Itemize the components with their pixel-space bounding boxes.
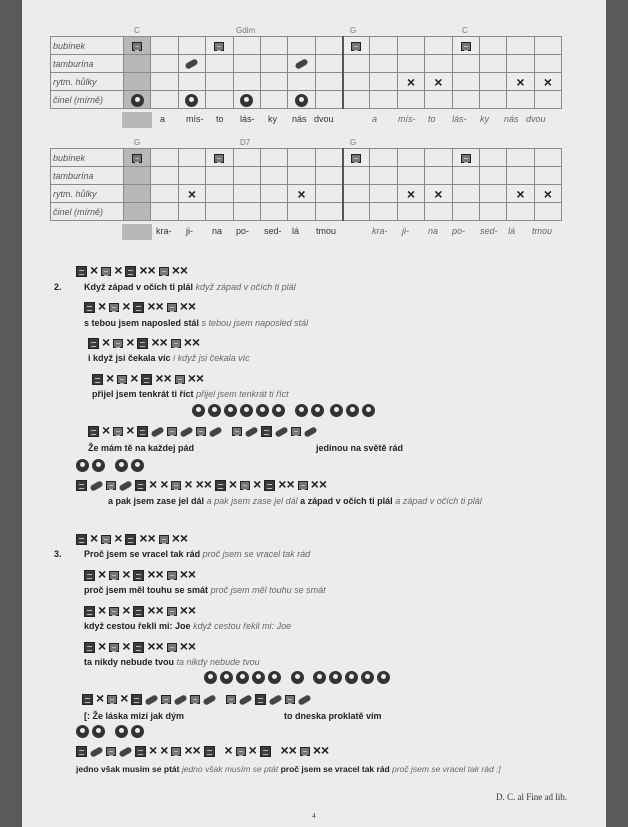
drum-icon — [106, 481, 116, 490]
drum-icon — [232, 427, 242, 436]
sticks-x-icon: × — [90, 530, 99, 546]
chord-label: C — [134, 26, 140, 35]
chord-label: G — [134, 138, 141, 147]
cymbal-icon — [345, 671, 358, 684]
rhythm-line — [84, 638, 199, 654]
cymbal-icon — [92, 459, 105, 472]
rhythm-line — [84, 602, 199, 618]
tambourine-icon — [118, 746, 132, 758]
sticks-x-icon: × — [160, 476, 169, 492]
cymbal-icon — [268, 671, 281, 684]
cymbal-icon — [361, 671, 374, 684]
cymbal-icon — [76, 725, 89, 738]
syllables-row-italic: kra- ji- na po- sed- lá tmou — [372, 226, 553, 236]
tambourine-icon — [294, 58, 308, 70]
cymbal-icon — [185, 94, 198, 107]
cymbal-icon — [252, 671, 265, 684]
cymbal-icon — [224, 404, 237, 417]
sticks-x-icon: × — [248, 742, 257, 758]
sticks-x-icon: × — [228, 476, 238, 492]
rhythm-line — [76, 262, 191, 278]
chord-label: G — [350, 26, 357, 35]
drum-icon — [109, 643, 119, 652]
sticks-x-icon: ×× — [278, 476, 295, 492]
gray-cell — [122, 112, 152, 128]
drum-icon — [101, 535, 111, 544]
tambourine-icon — [89, 480, 103, 492]
drum-icon — [133, 642, 144, 653]
instrument-label: tamburína — [51, 55, 124, 73]
cymbal-icon — [115, 725, 128, 738]
sticks-x-icon: × — [187, 185, 197, 202]
drum-icon — [300, 747, 310, 756]
instrument-label: tamburína — [51, 167, 124, 185]
tambourine-icon — [180, 426, 194, 438]
drum-icon — [92, 374, 103, 385]
sticks-x-icon: ×× — [147, 602, 164, 618]
cymbal-icon — [346, 404, 359, 417]
sticks-x-icon: × — [122, 566, 131, 582]
tambourine-icon — [203, 694, 217, 706]
rhythm-line — [88, 422, 320, 438]
chord-label: D7 — [240, 138, 251, 147]
rhythm-line — [84, 566, 199, 582]
cymbal-icon — [330, 404, 343, 417]
drum-icon — [171, 481, 181, 490]
lyric-line: jedno však musím se ptát jedno však musím se ptát proč jsem se vracel tak rád proč jsem se vracel tak rád :] — [76, 764, 501, 774]
cymbal-icon — [256, 404, 269, 417]
drum-icon — [101, 267, 111, 276]
cymbal-icon — [220, 671, 233, 684]
page-number: 4 — [312, 812, 316, 820]
drum-icon — [109, 303, 119, 312]
tambourine-icon — [238, 694, 252, 706]
sticks-x-icon: × — [224, 742, 233, 758]
cymbal-icon — [131, 459, 144, 472]
drum-icon — [167, 571, 177, 580]
drum-icon — [285, 695, 295, 704]
drum-icon — [190, 695, 200, 704]
drum-icon — [167, 607, 177, 616]
instrument-label: činel (mírně) — [51, 91, 124, 109]
drum-icon — [204, 746, 215, 757]
sticks-x-icon: × — [98, 298, 107, 314]
drum-icon — [107, 695, 117, 704]
drum-icon — [131, 694, 142, 705]
lyric-line: proč jsem měl touhu se smát proč jsem měl touhu se smát — [84, 585, 326, 595]
drum-icon — [255, 694, 266, 705]
tambourine-icon — [297, 694, 311, 706]
sticks-x-icon: × — [90, 262, 99, 278]
sticks-x-icon: × — [126, 334, 135, 350]
drum-icon — [167, 427, 177, 436]
cymbal-icon — [311, 404, 324, 417]
sticks-x-icon: ×× — [179, 602, 197, 618]
cymbal-icon — [192, 404, 205, 417]
sticks-x-icon: × — [98, 638, 107, 654]
chord-label: G — [350, 138, 357, 147]
tambourine-icon — [209, 426, 223, 438]
sticks-x-icon: × — [114, 262, 123, 278]
sticks-x-icon: ×× — [195, 476, 212, 492]
sticks-x-icon: × — [149, 742, 158, 758]
tambourine-icon — [274, 426, 288, 438]
drum-icon — [106, 747, 116, 756]
sticks-x-icon: × — [102, 334, 111, 350]
drum-icon — [161, 695, 171, 704]
sticks-x-icon: ×× — [312, 742, 330, 758]
lyric-line: [: Že láska mizí jak dým — [84, 711, 185, 721]
sticks-x-icon: × — [114, 530, 123, 546]
cymbal-icon — [295, 404, 308, 417]
drum-icon — [109, 607, 119, 616]
drum-icon — [137, 426, 148, 437]
rhythm-table-1 — [50, 36, 562, 109]
cymbal-line — [192, 403, 378, 417]
lyric-line: jedinou na světě rád — [316, 443, 404, 453]
sticks-x-icon: × — [106, 370, 115, 386]
sticks-x-icon: × — [122, 298, 131, 314]
drum-icon — [84, 570, 95, 581]
rhythm-line — [76, 742, 332, 758]
lyric-line: a pak jsem zase jel dál a pak jsem zase jel dál a západ v očích ti plál a západ v očích ti plál — [108, 496, 482, 506]
instrument-label: rytm. hůlky — [51, 73, 124, 91]
cymbal-icon — [204, 671, 217, 684]
drum-icon — [82, 694, 93, 705]
sticks-x-icon: × — [406, 185, 416, 202]
rhythm-line — [84, 298, 199, 314]
sticks-x-icon: × — [102, 422, 111, 438]
cymbal-line — [76, 458, 147, 472]
sticks-x-icon: ×× — [179, 298, 197, 314]
drum-icon — [159, 267, 169, 276]
drum-icon — [167, 643, 177, 652]
tambourine-icon — [151, 426, 165, 438]
drum-icon — [76, 266, 87, 277]
rhythm-line — [76, 530, 191, 546]
tambourine-icon — [174, 694, 188, 706]
drum-icon — [132, 154, 142, 163]
sticks-x-icon: × — [98, 566, 107, 582]
cymbal-icon — [362, 404, 375, 417]
sticks-x-icon: ×× — [310, 476, 328, 492]
verse-number: 3. — [54, 549, 62, 559]
cymbal-icon — [272, 404, 285, 417]
drum-icon — [351, 42, 361, 51]
sticks-x-icon: ×× — [183, 334, 201, 350]
drum-icon — [125, 266, 136, 277]
songbook-page — [22, 0, 606, 827]
sticks-x-icon: × — [543, 73, 552, 90]
rhythm-line — [92, 370, 207, 386]
tambourine-icon — [145, 694, 159, 706]
drum-icon — [215, 480, 226, 491]
sticks-x-icon: ×× — [280, 742, 297, 758]
sticks-x-icon: × — [130, 370, 139, 386]
tambourine-icon — [185, 58, 199, 70]
drum-icon — [240, 481, 250, 490]
cymbal-icon — [236, 671, 249, 684]
sticks-x-icon: ×× — [147, 566, 164, 582]
sticks-x-icon: × — [149, 476, 158, 492]
sticks-x-icon: × — [434, 185, 443, 202]
instrument-label: bubínek — [51, 37, 124, 55]
sticks-x-icon: ×× — [171, 530, 189, 546]
drum-icon — [351, 154, 361, 163]
sticks-x-icon: × — [253, 476, 262, 492]
sticks-x-icon: × — [543, 185, 552, 202]
sticks-x-icon: ×× — [184, 742, 201, 758]
rhythm-line — [76, 476, 330, 492]
instrument-label: činel (mírně) — [51, 203, 124, 221]
cymbal-icon — [240, 94, 253, 107]
drum-icon — [261, 426, 272, 437]
drum-icon — [196, 427, 206, 436]
cymbal-icon — [131, 725, 144, 738]
drum-icon — [137, 338, 148, 349]
lyric-line: Proč jsem se vracel tak rád proč jsem se vracel tak rád — [84, 549, 311, 559]
instrument-label: bubínek — [51, 149, 124, 167]
lyric-line: přijel jsem tenkrát ti říct přijel jsem tenkrát ti říct — [92, 389, 289, 399]
sticks-x-icon: × — [122, 638, 131, 654]
drum-icon — [84, 302, 95, 313]
drum-icon — [135, 480, 146, 491]
cymbal-icon — [131, 94, 144, 107]
cymbal-icon — [115, 459, 128, 472]
tambourine-icon — [118, 480, 132, 492]
drum-icon — [135, 746, 146, 757]
lyric-line: když cestou řekli mi: Joe když cestou řekli mi: Joe — [84, 621, 292, 631]
drum-icon — [125, 534, 136, 545]
tambourine-icon — [268, 694, 282, 706]
drum-icon — [171, 747, 181, 756]
drum-icon — [159, 535, 169, 544]
sticks-x-icon: × — [160, 742, 169, 758]
drum-icon — [214, 154, 224, 163]
cymbal-icon — [76, 459, 89, 472]
drum-icon — [84, 642, 95, 653]
drum-icon — [260, 746, 271, 757]
tambourine-icon — [303, 426, 317, 438]
syllables-row-italic: a mís- to lás- ky nás dvou — [372, 114, 546, 124]
drum-icon — [264, 480, 275, 491]
drum-icon — [167, 303, 177, 312]
drum-icon — [113, 339, 123, 348]
rhythm-line — [88, 334, 203, 350]
sticks-x-icon: × — [98, 602, 107, 618]
sticks-x-icon: ×× — [151, 334, 168, 350]
drum-icon — [117, 375, 127, 384]
cymbal-icon — [291, 671, 304, 684]
syllables-row: kra- ji- na po- sed- lá tmou — [156, 226, 337, 236]
sticks-x-icon: × — [516, 185, 525, 202]
gray-cell — [122, 224, 152, 240]
tambourine-icon — [244, 426, 258, 438]
drum-icon — [298, 481, 308, 490]
cymbal-line — [76, 724, 147, 738]
drum-icon — [76, 480, 87, 491]
da-capo-instruction: D. C. al Fine ad lib. — [496, 792, 567, 802]
drum-icon — [76, 746, 87, 757]
drum-icon — [113, 427, 123, 436]
cymbal-icon — [208, 404, 221, 417]
sticks-x-icon: ×× — [187, 370, 205, 386]
drum-icon — [175, 375, 185, 384]
lyric-line: Že mám tě na každej pád — [88, 443, 195, 453]
sticks-x-icon: ×× — [147, 638, 164, 654]
drum-icon — [214, 42, 224, 51]
sticks-x-icon: × — [297, 185, 306, 202]
rhythm-table-2 — [50, 148, 562, 221]
drum-icon — [88, 426, 99, 437]
sticks-x-icon: × — [406, 73, 416, 90]
sticks-x-icon: × — [516, 73, 525, 90]
lyric-line: s tebou jsem naposled stál s tebou jsem naposled stál — [84, 318, 309, 328]
lyric-line: i když jsi čekala víc i když jsi čekala víc — [88, 353, 250, 363]
drum-icon — [88, 338, 99, 349]
sticks-x-icon: ×× — [171, 262, 189, 278]
lyric-line: ta nikdy nebude tvou ta nikdy nebude tvou — [84, 657, 260, 667]
sticks-x-icon: × — [122, 602, 131, 618]
drum-icon — [84, 606, 95, 617]
chord-label: C — [462, 26, 468, 35]
drum-icon — [133, 606, 144, 617]
cymbal-icon — [92, 725, 105, 738]
drum-icon — [133, 570, 144, 581]
chord-label: Gdim — [236, 26, 256, 35]
drum-icon — [171, 339, 181, 348]
sticks-x-icon: ×× — [155, 370, 172, 386]
drum-icon — [133, 302, 144, 313]
drum-icon — [461, 154, 471, 163]
sticks-x-icon: × — [434, 73, 443, 90]
tambourine-icon — [89, 746, 103, 758]
sticks-x-icon: × — [120, 690, 129, 706]
lyric-line: Když západ v očích ti plál když západ v očích ti plál — [84, 282, 296, 292]
instrument-label: rytm. hůlky — [51, 185, 124, 203]
sticks-x-icon: ×× — [147, 298, 164, 314]
sticks-x-icon: × — [184, 476, 193, 492]
drum-icon — [141, 374, 152, 385]
cymbal-icon — [313, 671, 326, 684]
sticks-x-icon: ×× — [139, 262, 156, 278]
lyric-line: to dneska proklatě vím — [284, 711, 382, 721]
sticks-x-icon: ×× — [139, 530, 156, 546]
drum-icon — [109, 571, 119, 580]
drum-icon — [226, 695, 236, 704]
drum-icon — [132, 42, 142, 51]
sticks-x-icon: × — [126, 422, 135, 438]
rhythm-line — [82, 690, 314, 706]
cymbal-icon — [295, 94, 308, 107]
cymbal-icon — [377, 671, 390, 684]
drum-icon — [236, 747, 246, 756]
cymbal-icon — [240, 404, 253, 417]
sticks-x-icon: ×× — [179, 566, 197, 582]
syllables-row: a mís- to lás- ky nás dvou — [160, 114, 334, 124]
verse-number: 2. — [54, 282, 62, 292]
sticks-x-icon: × — [96, 690, 105, 706]
drum-icon — [461, 42, 471, 51]
cymbal-icon — [329, 671, 342, 684]
drum-icon — [291, 427, 301, 436]
cymbal-line — [204, 670, 393, 684]
sticks-x-icon: ×× — [179, 638, 197, 654]
drum-icon — [76, 534, 87, 545]
